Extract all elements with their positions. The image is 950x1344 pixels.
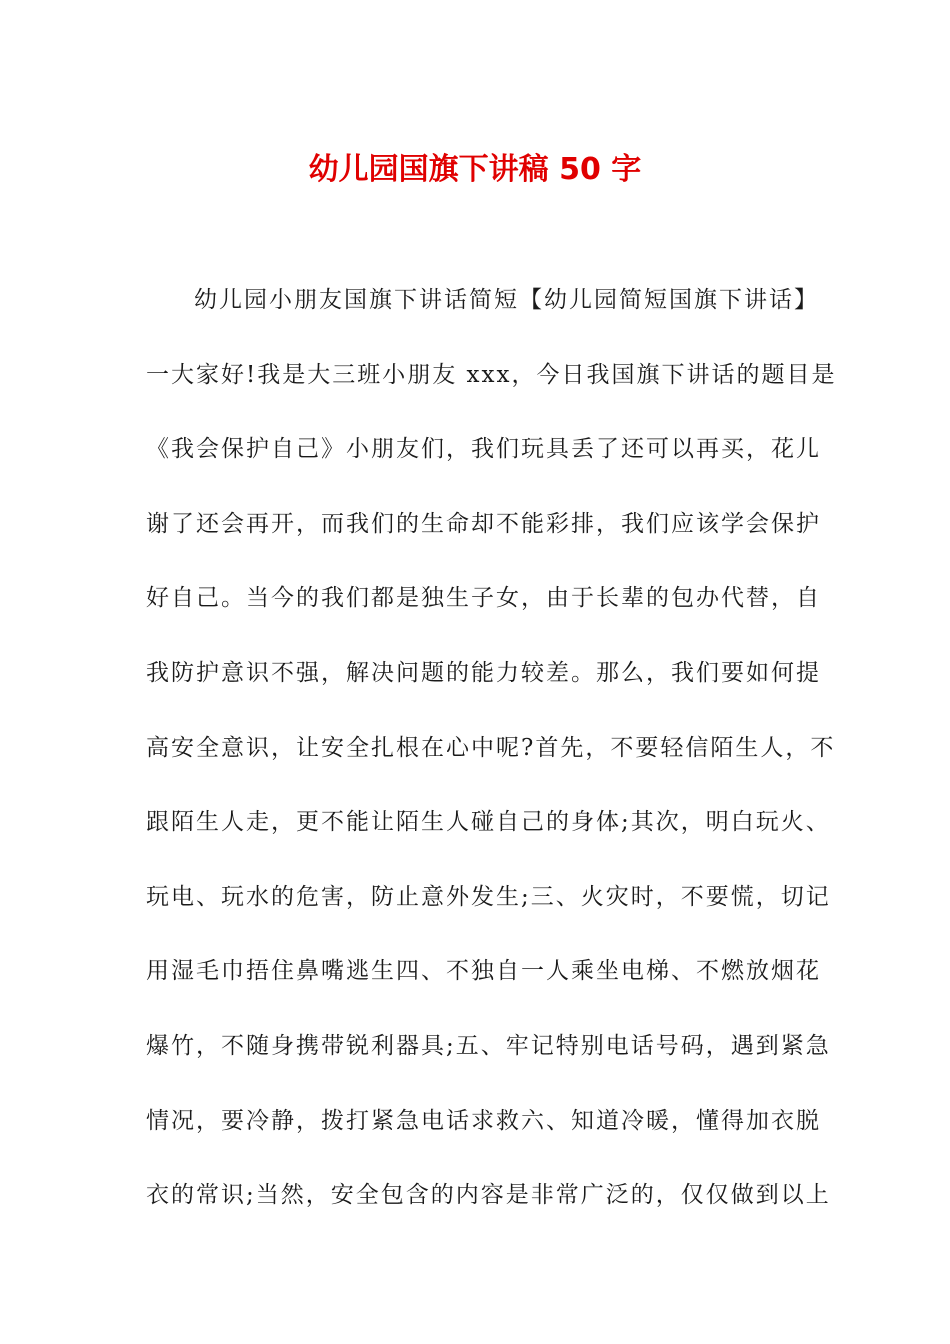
body-line: 好自己。当今的我们都是独生子女，由于长辈的包办代替，自	[146, 585, 821, 612]
body-line: 衣的常识;当然，安全包含的内容是非常广泛的，仅仅做到以上	[146, 1182, 831, 1209]
body-line: 跟陌生人走，更不能让陌生人碰自己的身体;其次，明白玩火、	[146, 809, 831, 836]
body-line: 我防护意识不强，解决问题的能力较差。那么，我们要如何提	[146, 659, 821, 686]
document-body	[146, 280, 837, 1250]
document-title: 幼儿园国旗下讲稿 50 字	[308, 152, 642, 187]
body-line: 用湿毛巾捂住鼻嘴逃生四、不独自一人乘坐电梯、不燃放烟花	[146, 958, 821, 985]
body-line: 情况，要冷静，拨打紧急电话求救六、知道冷暖，懂得加衣脱	[146, 1107, 821, 1134]
body-line: 玩电、玩水的危害，防止意外发生;三、火灾时，不要慌，切记	[146, 883, 831, 910]
body-line: 一大家好!我是大三班小朋友 xxx，今日我国旗下讲话的题目是	[146, 361, 837, 388]
body-line: 幼儿园小朋友国旗下讲话简短【幼儿园简短国旗下讲话】	[194, 287, 819, 313]
body-line: 高安全意识，让安全扎根在心中呢?首先，不要轻信陌生人，不	[146, 734, 836, 761]
body-line: 爆竹，不随身携带锐利器具;五、牢记特别电话号码，遇到紧急	[146, 1032, 831, 1059]
body-line: 《我会保护自己》小朋友们，我们玩具丢了还可以再买，花儿	[146, 436, 821, 463]
body-line: 谢了还会再开，而我们的生命却不能彩排，我们应该学会保护	[146, 510, 821, 537]
